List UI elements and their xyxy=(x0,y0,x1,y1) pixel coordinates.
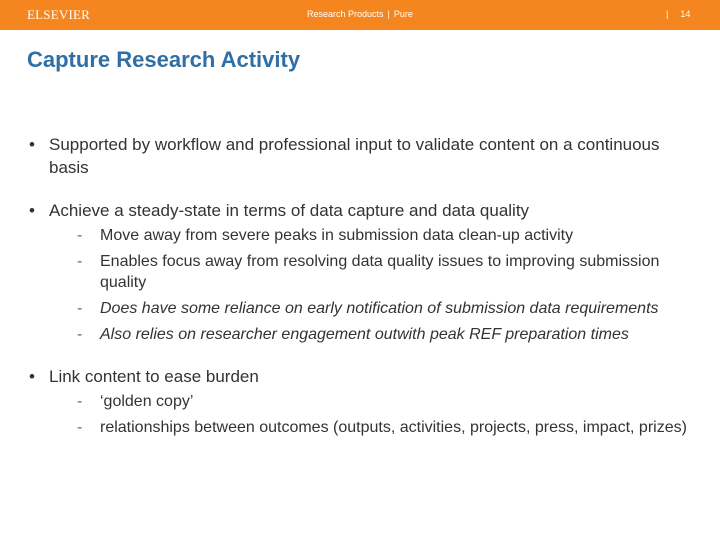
page-separator: | xyxy=(666,9,669,19)
sub-bullet-text: Enables focus away from resolving data quality issues to improving submission quality xyxy=(100,253,660,291)
bullet-dot-icon: • xyxy=(29,135,35,154)
breadcrumb-item-pure: Pure xyxy=(393,9,413,19)
dash-icon: - xyxy=(77,300,83,317)
sub-bullet-text: Move away from severe peaks in submission data clean-up activity xyxy=(100,227,574,244)
bullet-item xyxy=(29,199,694,345)
bullet-dot-icon: • xyxy=(29,201,35,220)
bullet-text: Link content to ease burden xyxy=(49,367,259,386)
dash-icon: - xyxy=(77,253,83,270)
breadcrumb xyxy=(307,9,413,19)
page-indicator xyxy=(666,9,690,19)
sub-bullet-item xyxy=(49,298,694,319)
breadcrumb-item-research-products: Research Products xyxy=(307,9,384,19)
bullet-text: Supported by workflow and professional input to validate content on a continuous basis xyxy=(49,135,660,177)
header-bar xyxy=(0,0,720,30)
slide-title: Capture Research Activity xyxy=(27,47,301,72)
sub-bullet-item xyxy=(49,417,694,438)
dash-icon: - xyxy=(77,393,83,410)
bullet-item xyxy=(29,133,694,179)
sub-bullet-text: relationships between outcomes (outputs, activities, projects, press, impact, prizes) xyxy=(100,419,687,436)
sub-bullet-item xyxy=(49,391,694,412)
dash-icon: - xyxy=(77,227,83,244)
sub-bullet-list xyxy=(49,225,694,345)
bullet-item xyxy=(29,365,694,438)
breadcrumb-separator: | xyxy=(387,9,390,19)
dash-icon: - xyxy=(77,419,83,436)
page-number: 14 xyxy=(680,9,691,19)
bullet-dot-icon: • xyxy=(29,367,35,386)
sub-bullet-text: ‘golden copy’ xyxy=(100,393,194,410)
sub-bullet-item xyxy=(49,324,694,345)
sub-bullet-item xyxy=(49,251,694,293)
sub-bullet-list xyxy=(49,391,694,438)
slide-body xyxy=(29,133,694,438)
bullet-text: Achieve a steady-state in terms of data capture and data quality xyxy=(49,201,530,220)
elsevier-logo: ELSEVIER xyxy=(27,7,90,22)
dash-icon: - xyxy=(77,326,83,343)
sub-bullet-item xyxy=(49,225,694,246)
sub-bullet-text: Also relies on researcher engagement outwith peak REF preparation times xyxy=(100,326,629,343)
sub-bullet-text: Does have some reliance on early notification of submission data requirements xyxy=(100,300,659,317)
